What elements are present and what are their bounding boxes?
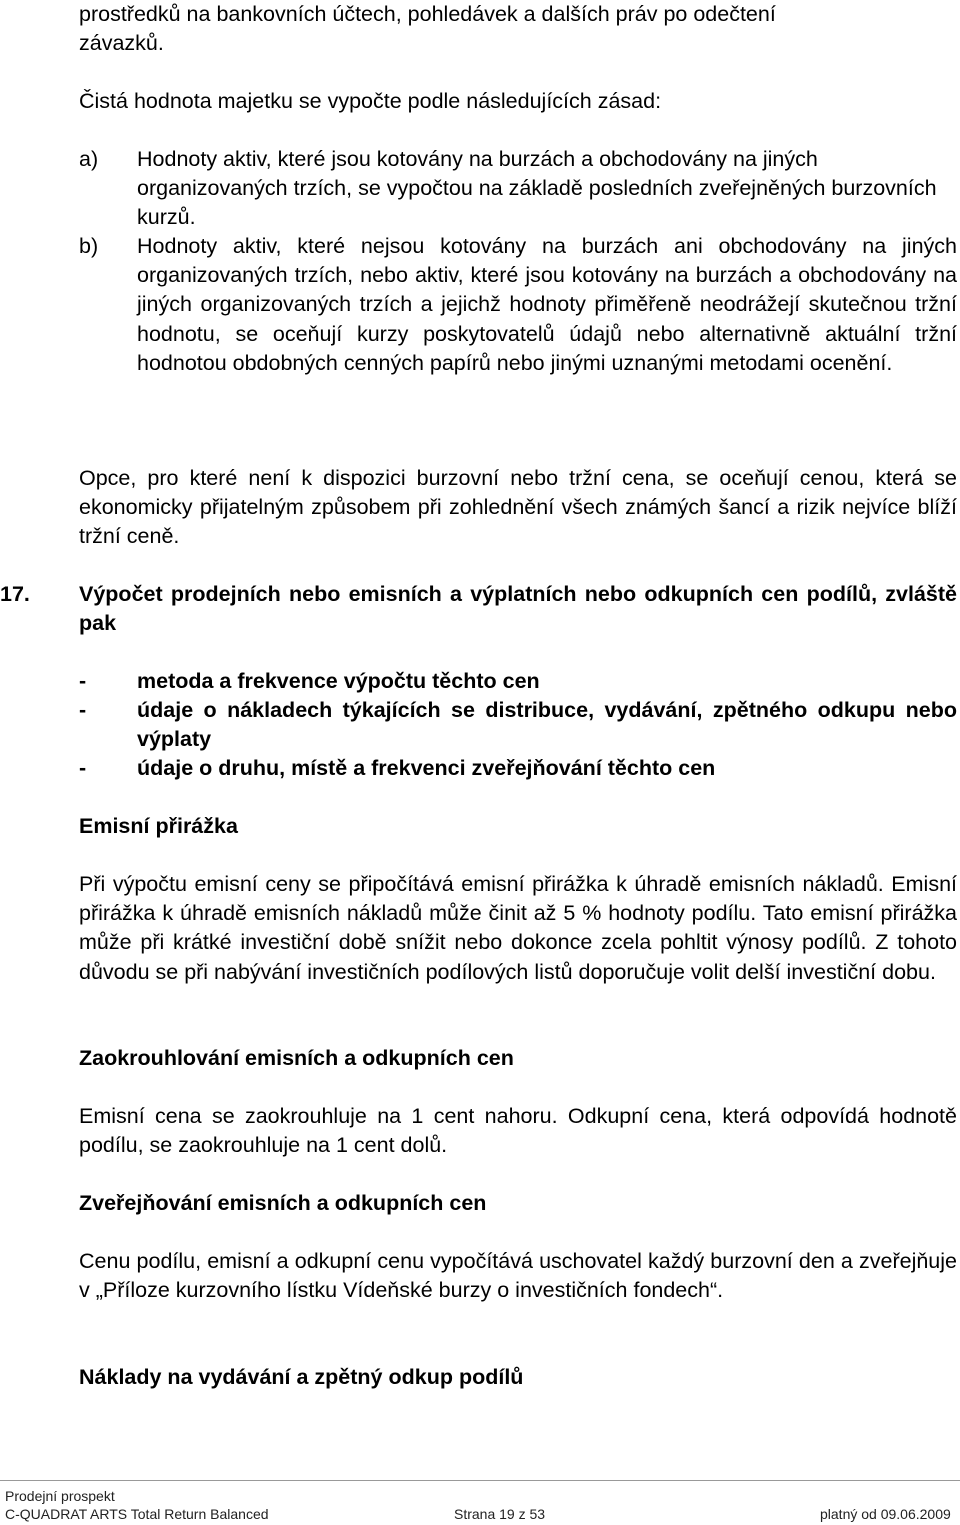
list-item-tag-b: b): [79, 234, 99, 258]
intro-line-2: závazků.: [79, 31, 164, 55]
heading-publication: Zveřejňování emisních a odkupních cen: [79, 1191, 487, 1215]
paragraph-rounding: Emisní cena se zaokrouhluje na 1 cent nahoru. Odkupní cena, která odpovídá hodnotě podílu, se zaokrouhluje na 1 cent dolů.: [79, 1104, 957, 1158]
bullet-dash-3: -: [79, 756, 87, 780]
intro-line-1: prostředků na bankovních účtech, pohledávek a dalších práv po odečtení: [79, 2, 776, 26]
bullet-dash-2: -: [79, 698, 87, 722]
list-item-text-a: Hodnoty aktiv, které jsou kotovány na burzách a obchodovány na jiných organizovaných trzích, se vypočtou na základě posledních zveřejněných burzovních kurzů.: [137, 147, 937, 230]
heading-costs: Náklady na vydávání a zpětný odkup podílů: [79, 1365, 524, 1389]
bullet-text-3: údaje o druhu, místě a frekvenci zveřejňování těchto cen: [137, 756, 716, 780]
paragraph-issue-surcharge: Při výpočtu emisní ceny se připočítává emisní přirážka k úhradě emisních nákladů. Emisní přirážka k úhradě emisních nákladů může činit až 5 % hodnoty podílu. Tato emisní přirážka může při krátké investiční době snížit nebo dokonce zcela pohltit výnosy podílů. Z tohoto důvodu se při nabývání investičních podílových listů doporučuje volit delší investiční dobu.: [79, 872, 957, 984]
bullet-dash-1: -: [79, 669, 87, 693]
footer-doc-type: Prodejní prospekt: [5, 1488, 115, 1504]
paragraph-publication: Cenu podílu, emisní a odkupní cenu vypočítává uschovatel každý burzovní den a zveřejňuje v „Příloze kurzovního lístku Vídeňské burzy o investičních fondech“.: [79, 1249, 957, 1303]
footer-valid-from: platný od 09.06.2009: [820, 1506, 951, 1522]
heading-issue-surcharge: Emisní přirážka: [79, 814, 238, 838]
bullet-text-2: údaje o nákladech týkajících se distribuce, vydávání, zpětného odkupu nebo výplaty: [137, 698, 957, 752]
footer-fund-name: C-QUADRAT ARTS Total Return Balanced: [5, 1506, 269, 1522]
footer-page-number: Strana 19 z 53: [454, 1506, 546, 1522]
options-paragraph: Opce, pro které není k dispozici burzovní nebo tržní cena, se oceňují cenou, která se ekonomicky přijatelným způsobem při zohlednění všech známých šancí a rizik nejvíce blíží tržní ceně.: [79, 466, 957, 549]
list-item-tag-a: a): [79, 147, 99, 171]
heading-rounding: Zaokrouhlování emisních a odkupních cen: [79, 1046, 514, 1070]
bullet-text-1: metoda a frekvence výpočtu těchto cen: [137, 669, 540, 693]
footer-rule: [0, 1480, 960, 1481]
list-item-text-b: Hodnoty aktiv, které nejsou kotovány na burzách ani obchodovány na jiných organizovaných trzích, nebo aktiv, které jsou kotovány na burzách a obchodovány na jiných organizovaných trzích a jejichž hodnoty přiměřeně neodrážejí skutečnou tržní hodnotu, se oceňují kurzy poskytovatelů údajů nebo alternativně aktuální tržní hodnotou obdobných cenných papírů nebo jinými uznanými metodami ocenění.: [137, 234, 957, 375]
valuation-rule-intro: Čistá hodnota majetku se vypočte podle následujících zásad:: [79, 89, 662, 113]
section-title: Výpočet prodejních nebo emisních a výplatních nebo odkupních cen podílů, zvláště pak: [79, 582, 957, 636]
section-number-text: 17.: [0, 582, 30, 606]
